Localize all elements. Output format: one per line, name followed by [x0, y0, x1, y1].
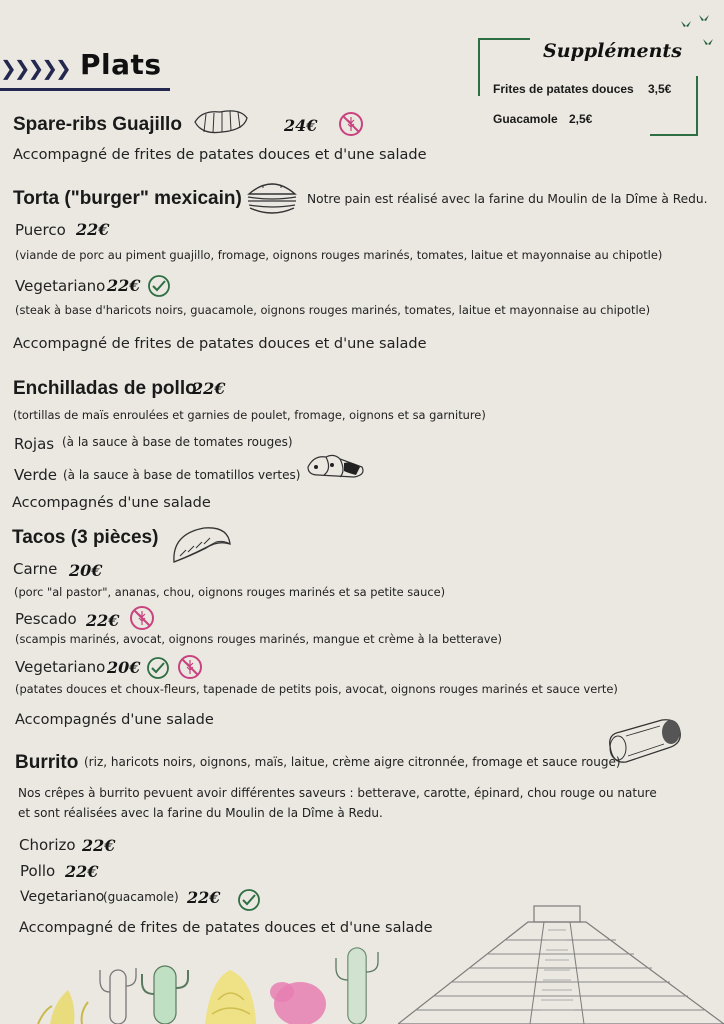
torta-puerco-price: 22€: [76, 220, 110, 239]
burrito-chorizo-price: 22€: [82, 836, 116, 855]
burrito-icon: [604, 716, 686, 776]
header-arrows: ❯❯❯❯❯: [0, 56, 69, 80]
tacos-carne-name: Carne: [13, 560, 58, 578]
enchilladas-title: Enchilladas de pollo: [13, 378, 197, 399]
tacos-carne-price: 20€: [69, 561, 103, 580]
no-gluten-icon: [129, 605, 155, 631]
pyramid-illustration: [398, 900, 724, 1024]
burger-icon: [245, 176, 299, 216]
cactus-illustration: [30, 940, 410, 1024]
burrito-pollo-price: 22€: [65, 862, 99, 881]
header-underline: [0, 88, 170, 91]
enchilladas-desc: (tortillas de maïs enroulées et garnies de poulet, fromage, oignons et sa garniture): [13, 408, 486, 422]
torta-title: Torta ("burger" mexicain): [13, 188, 242, 209]
burrito-note-line2: et sont réalisées avec la farine du Moulin de la Dîme à Redu.: [18, 806, 383, 820]
torta-vegetariano-price: 22€: [107, 276, 141, 295]
spare-ribs-price: 24€: [284, 116, 318, 135]
torta-puerco-desc: (viande de porc au piment guajillo, fromage, oignons rouges marinés, tomates, laitue et mayonnaise au chipotle): [15, 248, 663, 262]
burrito-vegetariano-extra: (guacamole): [103, 890, 179, 904]
tacos-pescado-name: Pescado: [15, 610, 77, 628]
enchilladas-verde-desc: (à la sauce à base de tomatillos vertes): [63, 468, 301, 482]
burrito-desc: (riz, haricots noirs, oignons, maïs, laitue, crème aigre citronnée, fromage et sauce rouge): [84, 755, 621, 769]
ribs-icon: [192, 104, 250, 138]
burrito-note-line1: Nos crêpes à burrito pevuent avoir différentes saveurs : betterave, carotte, épinard, chou rouge ou nature: [18, 786, 657, 800]
tacos-vegetariano-price: 20€: [107, 658, 141, 677]
spare-ribs-title: Spare-ribs Guajillo: [13, 114, 182, 135]
tacos-accompaniment: Accompagnés d'une salade: [15, 712, 214, 728]
supplement-name: Frites de patates douces: [493, 82, 634, 96]
vegetarian-icon: [147, 274, 171, 298]
tacos-title: Tacos (3 pièces): [12, 527, 159, 548]
enchilladas-price: 22€: [192, 379, 226, 398]
burrito-title: Burrito: [15, 752, 79, 773]
torta-vegetariano-name: Vegetariano: [15, 277, 106, 295]
supplement-price: 2,5€: [569, 112, 593, 126]
tacos-carne-desc: (porc "al pastor", ananas, chou, oignons rouges marinés et sa petite sauce): [14, 585, 446, 599]
vegetarian-icon: [146, 656, 170, 680]
burrito-accompaniment: Accompagné de frites de patates douces et d'une salade: [19, 920, 433, 936]
torta-accompaniment: Accompagné de frites de patates douces et d'une salade: [13, 336, 427, 352]
burrito-vegetariano-price: 22€: [187, 888, 221, 907]
supplement-name: Guacamole: [493, 112, 558, 126]
no-gluten-icon: [177, 654, 203, 680]
spare-ribs-accompaniment: Accompagné de frites de patates douces et d'une salade: [13, 147, 427, 163]
tacos-vegetariano-desc: (patates douces et choux-fleurs, tapenade de petits pois, avocat, oignons rouges marinés et sauce verte): [15, 682, 618, 696]
tacos-pescado-price: 22€: [86, 611, 120, 630]
enchilladas-icon: [304, 445, 368, 481]
tacos-pescado-desc: (scampis marinés, avocat, oignons rouges marinés, mangue et crème à la betterave): [15, 632, 502, 646]
burrito-vegetariano-name: Vegetariano: [20, 889, 105, 905]
supplement-price: 3,5€: [648, 82, 672, 96]
torta-vegetariano-desc: (steak à base d'haricots noirs, guacamole, oignons rouges marinés, tomates, laitue et mayonnaise au chipotle): [15, 303, 651, 317]
vegetarian-icon: [237, 888, 261, 912]
torta-puerco-name: Puerco: [15, 221, 66, 239]
enchilladas-rojas-name: Rojas: [14, 435, 55, 453]
enchilladas-verde-name: Verde: [14, 466, 57, 484]
torta-note: Notre pain est réalisé avec la farine du Moulin de la Dîme à Redu.: [307, 192, 708, 206]
supplements-title: Suppléments: [543, 40, 682, 62]
enchilladas-accompaniment: Accompagnés d'une salade: [12, 495, 211, 511]
burrito-pollo-name: Pollo: [20, 862, 56, 880]
no-gluten-icon: [338, 111, 364, 137]
butterflies-icon: [680, 12, 716, 50]
page-title: Plats: [80, 48, 162, 81]
tacos-vegetariano-name: Vegetariano: [15, 658, 106, 676]
enchilladas-rojas-desc: (à la sauce à base de tomates rouges): [62, 435, 293, 449]
burrito-chorizo-name: Chorizo: [19, 836, 76, 854]
taco-icon: [168, 522, 234, 570]
